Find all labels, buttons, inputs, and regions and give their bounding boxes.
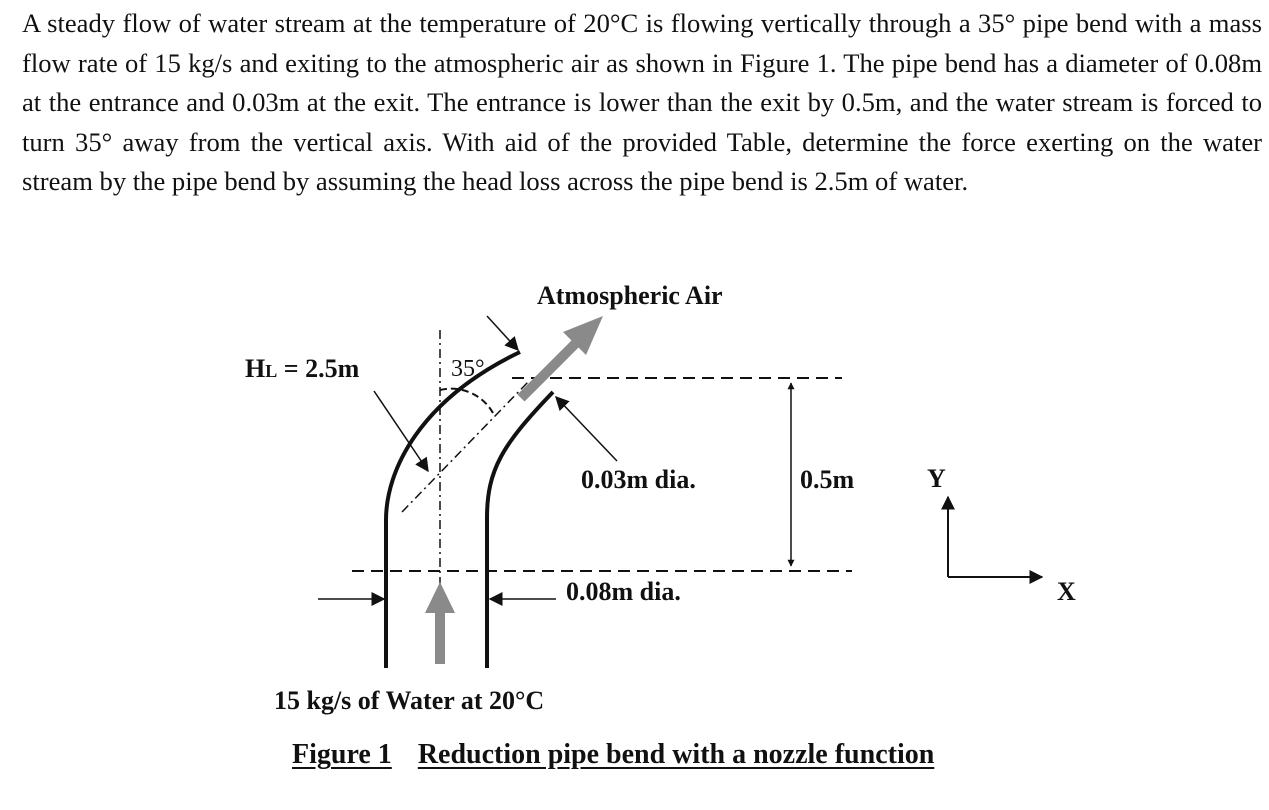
caption-title: Reduction pipe bend with a nozzle function (417, 739, 935, 770)
head-loss-subscript: L (265, 361, 278, 381)
head-loss-label (245, 356, 359, 382)
y-axis-label: Y (927, 464, 946, 493)
head-loss-symbol: H (245, 354, 266, 383)
angle-label: 35° (451, 356, 485, 382)
head-loss-value: = 2.5m (277, 354, 360, 383)
figure-caption (292, 741, 934, 769)
outlet-flow-arrow-shaft (521, 342, 577, 398)
exit-diameter-label: 0.03m dia. (581, 465, 696, 494)
inlet-flow-arrow-head (425, 582, 455, 613)
problem-statement: A steady flow of water stream at the temperature of 20°C is flowing vertically through a 35° pipe bend with a mass flow rate of 15 kg/s and exiting to the atmospheric air as shown in Figure 1. The pipe bend has a diameter of 0.08m at the entrance and 0.03m at the exit. The entrance is lower than the exit by 0.5m, and the water stream is forced to turn 35° away from the vertical axis. With aid of the provided Table, determine the force exerting on the water stream by the pipe bend by assuming the head loss across the pipe bend is 2.5m of water. (22, 8, 1262, 196)
pipe-left-wall (386, 352, 520, 668)
entrance-diameter-label: 0.08m dia. (566, 577, 681, 606)
exit-diameter-leader-arrow (556, 397, 617, 461)
caption-number: Figure 1 (292, 739, 392, 770)
pipe-right-wall (487, 392, 553, 668)
inlet-flow-label: 15 kg/s of Water at 20°C (274, 686, 545, 715)
atmospheric-air-label: Atmospheric Air (537, 281, 723, 310)
x-axis-label: X (1057, 577, 1076, 606)
height-difference-label: 0.5m (800, 465, 855, 494)
exit-leader-arrow (487, 316, 518, 350)
